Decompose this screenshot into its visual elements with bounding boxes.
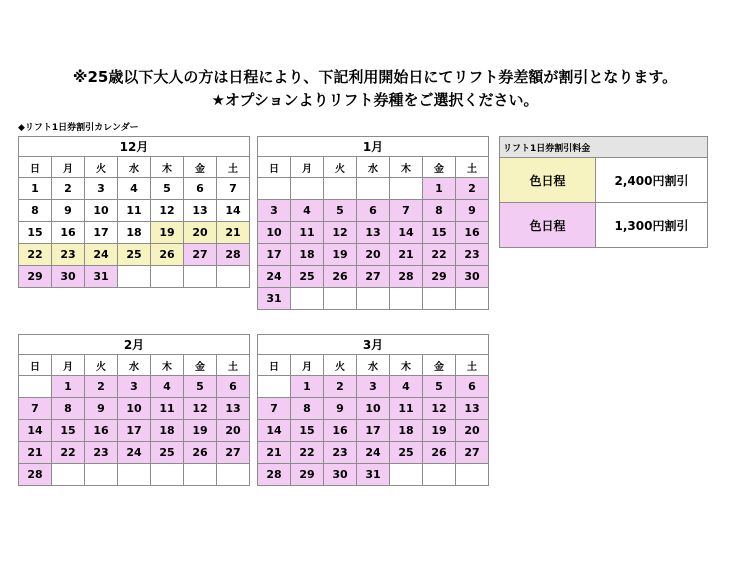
empty-cell [184, 266, 217, 288]
day-cell: 14 [19, 420, 52, 442]
day-cell: 13 [217, 398, 250, 420]
day-cell: 13 [357, 222, 390, 244]
empty-cell [217, 464, 250, 486]
day-cell: 24 [357, 442, 390, 464]
day-cell: 18 [390, 420, 423, 442]
price-label-pink: 色日程 [500, 203, 596, 248]
discount-price-table [499, 136, 708, 248]
day-cell: 15 [52, 420, 85, 442]
weekday-header: 水 [357, 355, 390, 376]
day-cell: 14 [390, 222, 423, 244]
day-cell: 9 [324, 398, 357, 420]
day-cell: 15 [423, 222, 456, 244]
day-cell: 23 [324, 442, 357, 464]
day-cell: 26 [151, 244, 184, 266]
day-cell: 28 [390, 266, 423, 288]
empty-cell [456, 464, 489, 486]
price-table-title: リフト1日券割引料金 [500, 137, 708, 158]
day-cell: 5 [184, 376, 217, 398]
day-cell: 19 [423, 420, 456, 442]
weekday-header: 水 [118, 355, 151, 376]
day-cell: 8 [291, 398, 324, 420]
day-cell: 12 [184, 398, 217, 420]
day-cell: 7 [258, 398, 291, 420]
day-cell: 12 [324, 222, 357, 244]
day-cell: 26 [324, 266, 357, 288]
weekday-header: 金 [423, 355, 456, 376]
day-cell: 22 [423, 244, 456, 266]
day-cell: 7 [19, 398, 52, 420]
day-cell: 13 [184, 200, 217, 222]
day-cell: 3 [85, 178, 118, 200]
day-cell: 20 [217, 420, 250, 442]
weekday-header: 土 [217, 157, 250, 178]
weekday-header: 土 [217, 355, 250, 376]
day-cell: 15 [19, 222, 52, 244]
day-cell: 31 [357, 464, 390, 486]
day-cell: 29 [19, 266, 52, 288]
day-cell: 2 [52, 178, 85, 200]
day-cell: 10 [258, 222, 291, 244]
day-cell: 30 [324, 464, 357, 486]
price-label-yellow: 色日程 [500, 158, 596, 203]
day-cell: 6 [357, 200, 390, 222]
day-cell: 21 [217, 222, 250, 244]
day-cell: 1 [19, 178, 52, 200]
weekday-header: 火 [85, 355, 118, 376]
empty-cell [357, 178, 390, 200]
empty-cell [390, 288, 423, 310]
day-cell: 25 [390, 442, 423, 464]
weekday-header: 日 [19, 157, 52, 178]
price-value-pink: 1,300円割引 [596, 203, 708, 248]
day-cell: 10 [357, 398, 390, 420]
month-header: 12月 [19, 137, 250, 157]
day-cell: 29 [423, 266, 456, 288]
day-cell: 11 [151, 398, 184, 420]
weekday-header: 金 [184, 157, 217, 178]
day-cell: 10 [85, 200, 118, 222]
day-cell: 27 [184, 244, 217, 266]
empty-cell [118, 266, 151, 288]
day-cell: 24 [85, 244, 118, 266]
day-cell: 20 [184, 222, 217, 244]
day-cell: 3 [357, 376, 390, 398]
day-cell: 18 [151, 420, 184, 442]
empty-cell [324, 288, 357, 310]
day-cell: 1 [423, 178, 456, 200]
day-cell: 1 [52, 376, 85, 398]
notice-line-1: ※25歳以下大人の方は日程により、下記利用開始日にてリフト券差額が割引となります。 [72, 68, 678, 86]
day-cell: 19 [324, 244, 357, 266]
day-cell: 9 [52, 200, 85, 222]
day-cell: 17 [258, 244, 291, 266]
weekday-header: 火 [324, 157, 357, 178]
day-cell: 25 [291, 266, 324, 288]
day-cell: 21 [19, 442, 52, 464]
day-cell: 5 [324, 200, 357, 222]
day-cell: 26 [184, 442, 217, 464]
day-cell: 2 [456, 178, 489, 200]
empty-cell [258, 178, 291, 200]
day-cell: 24 [258, 266, 291, 288]
day-cell: 28 [19, 464, 52, 486]
empty-cell [151, 464, 184, 486]
day-cell: 22 [19, 244, 52, 266]
weekday-header: 金 [184, 355, 217, 376]
price-value-yellow: 2,400円割引 [596, 158, 708, 203]
empty-cell [184, 464, 217, 486]
weekday-header: 火 [324, 355, 357, 376]
day-cell: 4 [118, 178, 151, 200]
day-cell: 23 [456, 244, 489, 266]
empty-cell [324, 178, 357, 200]
day-cell: 31 [85, 266, 118, 288]
weekday-header: 月 [52, 157, 85, 178]
day-cell: 26 [423, 442, 456, 464]
day-cell: 7 [390, 200, 423, 222]
empty-cell [357, 288, 390, 310]
day-cell: 14 [258, 420, 291, 442]
day-cell: 4 [291, 200, 324, 222]
weekday-header: 木 [151, 157, 184, 178]
weekday-header: 月 [291, 157, 324, 178]
day-cell: 19 [184, 420, 217, 442]
day-cell: 28 [217, 244, 250, 266]
month-header: 2月 [19, 335, 250, 355]
day-cell: 17 [85, 222, 118, 244]
day-cell: 18 [291, 244, 324, 266]
weekday-header: 日 [258, 355, 291, 376]
empty-cell [390, 178, 423, 200]
day-cell: 8 [19, 200, 52, 222]
empty-cell [19, 376, 52, 398]
day-cell: 16 [85, 420, 118, 442]
day-cell: 21 [258, 442, 291, 464]
day-cell: 17 [118, 420, 151, 442]
empty-cell [217, 266, 250, 288]
day-cell: 30 [456, 266, 489, 288]
empty-cell [52, 464, 85, 486]
day-cell: 3 [118, 376, 151, 398]
day-cell: 7 [217, 178, 250, 200]
day-cell: 22 [291, 442, 324, 464]
empty-cell [85, 464, 118, 486]
calendar-january [257, 136, 489, 310]
month-header: 3月 [258, 335, 489, 355]
day-cell: 11 [118, 200, 151, 222]
day-cell: 20 [456, 420, 489, 442]
day-cell: 5 [423, 376, 456, 398]
empty-cell [118, 464, 151, 486]
weekday-header: 水 [357, 157, 390, 178]
empty-cell [423, 464, 456, 486]
day-cell: 21 [390, 244, 423, 266]
day-cell: 24 [118, 442, 151, 464]
day-cell: 6 [456, 376, 489, 398]
empty-cell [291, 178, 324, 200]
empty-cell [258, 376, 291, 398]
day-cell: 13 [456, 398, 489, 420]
day-cell: 19 [151, 222, 184, 244]
day-cell: 25 [151, 442, 184, 464]
empty-cell [291, 288, 324, 310]
day-cell: 12 [423, 398, 456, 420]
weekday-header: 金 [423, 157, 456, 178]
day-cell: 9 [85, 398, 118, 420]
day-cell: 28 [258, 464, 291, 486]
day-cell: 8 [423, 200, 456, 222]
day-cell: 11 [291, 222, 324, 244]
day-cell: 8 [52, 398, 85, 420]
weekday-header: 土 [456, 355, 489, 376]
day-cell: 10 [118, 398, 151, 420]
calendar-february [18, 334, 250, 486]
day-cell: 29 [291, 464, 324, 486]
day-cell: 1 [291, 376, 324, 398]
empty-cell [423, 288, 456, 310]
weekday-header: 月 [291, 355, 324, 376]
weekday-header: 水 [118, 157, 151, 178]
day-cell: 16 [52, 222, 85, 244]
day-cell: 30 [52, 266, 85, 288]
day-cell: 23 [52, 244, 85, 266]
day-cell: 31 [258, 288, 291, 310]
weekday-header: 土 [456, 157, 489, 178]
day-cell: 27 [217, 442, 250, 464]
notice-line-2: ★オプションよりリフト券種をご選択ください。 [211, 91, 539, 109]
day-cell: 11 [390, 398, 423, 420]
calendar-section-title: ◆リフト1日券割引カレンダー [18, 123, 139, 133]
day-cell: 2 [324, 376, 357, 398]
calendar-december [18, 136, 250, 288]
day-cell: 27 [357, 266, 390, 288]
day-cell: 15 [291, 420, 324, 442]
day-cell: 4 [151, 376, 184, 398]
month-header: 1月 [258, 137, 489, 157]
day-cell: 16 [456, 222, 489, 244]
day-cell: 25 [118, 244, 151, 266]
empty-cell [390, 464, 423, 486]
weekday-header: 木 [390, 157, 423, 178]
day-cell: 12 [151, 200, 184, 222]
day-cell: 4 [390, 376, 423, 398]
weekday-header: 木 [151, 355, 184, 376]
empty-cell [456, 288, 489, 310]
day-cell: 20 [357, 244, 390, 266]
day-cell: 22 [52, 442, 85, 464]
weekday-header: 日 [19, 355, 52, 376]
weekday-header: 木 [390, 355, 423, 376]
empty-cell [151, 266, 184, 288]
day-cell: 27 [456, 442, 489, 464]
weekday-header: 火 [85, 157, 118, 178]
calendar-march [257, 334, 489, 486]
weekday-header: 日 [258, 157, 291, 178]
day-cell: 23 [85, 442, 118, 464]
day-cell: 5 [151, 178, 184, 200]
day-cell: 9 [456, 200, 489, 222]
day-cell: 6 [217, 376, 250, 398]
day-cell: 6 [184, 178, 217, 200]
day-cell: 3 [258, 200, 291, 222]
day-cell: 14 [217, 200, 250, 222]
day-cell: 17 [357, 420, 390, 442]
day-cell: 18 [118, 222, 151, 244]
day-cell: 2 [85, 376, 118, 398]
day-cell: 16 [324, 420, 357, 442]
weekday-header: 月 [52, 355, 85, 376]
